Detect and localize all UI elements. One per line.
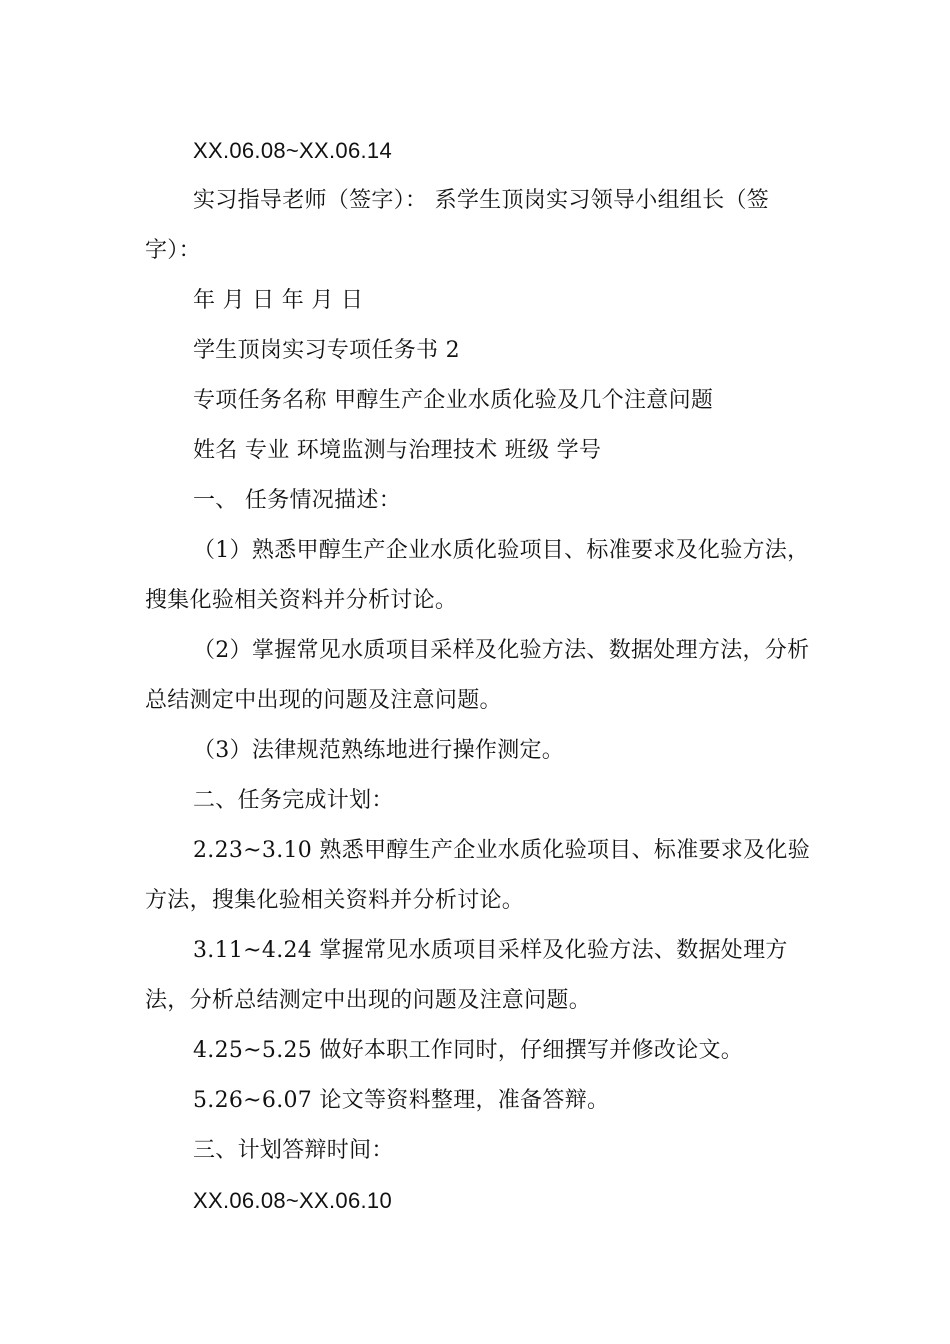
task-item-2: （2）掌握常见水质项目采样及化验方法、数据处理方法，分析总结测定中出现的问题及注意问题。 [145,638,810,713]
plan-item-2: 3.11~4.24 掌握常见水质项目采样及化验方法、数据处理方法，分析总结测定中出现的问题及注意问题。 [145,938,788,1013]
signature-line: 实习指导老师（签字）： 系学生顶岗实习领导小组组长（签字）： [145,188,770,263]
section-heading-2: 二、任务完成计划： [193,788,394,813]
section-heading-3: 三、计划答辩时间： [193,1138,394,1163]
defense-date-line: XX.06.08~XX.06.10 [193,1188,392,1213]
date-range-line: XX.06.08~XX.06.14 [193,138,392,163]
plan-item-3: 4.25~5.25 做好本职工作同时，仔细撰写并修改论文。 [193,1038,744,1063]
task-name-line: 专项任务名称 甲醇生产企业水质化验及几个注意问题 [193,388,714,413]
plan-item-1: 2.23~3.10 熟悉甲醇生产企业水质化验项目、标准要求及化验方法，搜集化验相关资料并分析讨论。 [145,838,810,913]
task-item-3: （3）法律规范熟练地进行操作测定。 [193,738,565,763]
document-body [145,126,810,1226]
plan-item-4: 5.26~6.07 论文等资料整理，准备答辩。 [193,1088,610,1113]
task-item-1: （1）熟悉甲醇生产企业水质化验项目、标准要求及化验方法，搜集化验相关资料并分析讨论。 [145,538,810,613]
task-book-title: 学生顶岗实习专项任务书 2 [193,338,460,363]
section-heading-1: 一、 任务情况描述： [193,488,401,513]
student-info-line: 姓名 专业 环境监测与治理技术 班级 学号 [193,438,602,463]
date-placeholder-line: 年 月 日 年 月 日 [193,288,364,313]
